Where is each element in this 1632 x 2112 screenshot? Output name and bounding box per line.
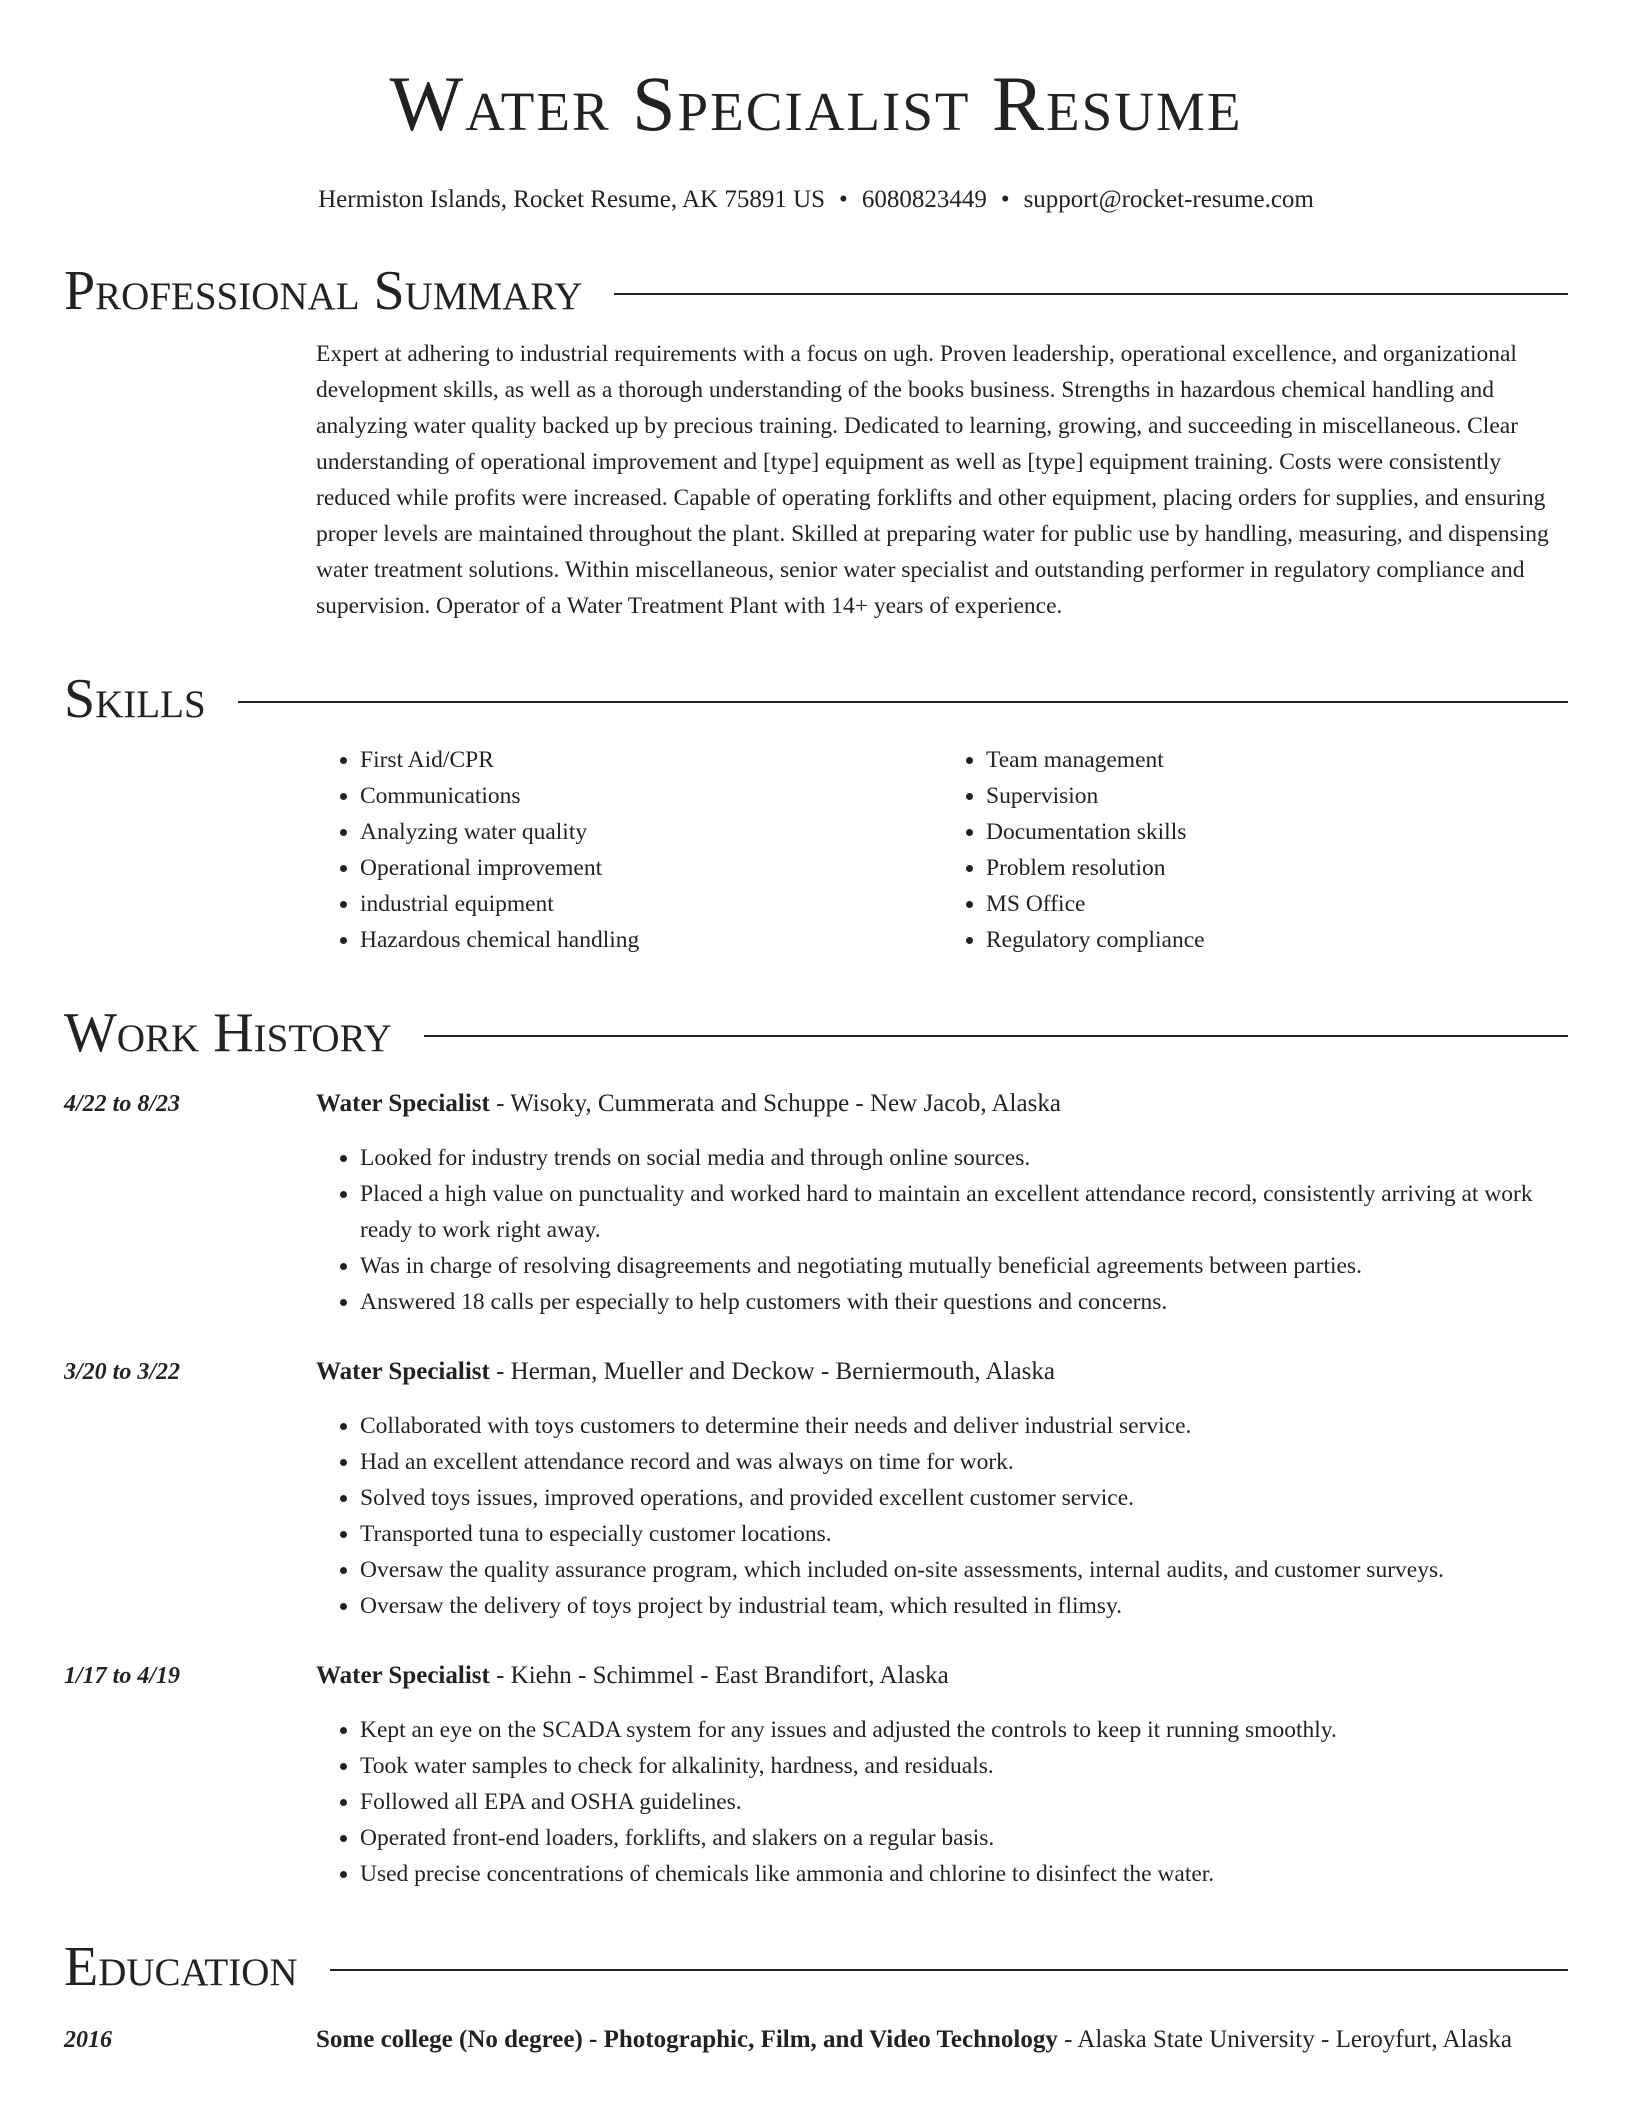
- section-divider: [238, 701, 1568, 703]
- contact-separator: •: [839, 186, 848, 213]
- skill-item: • Communications: [360, 778, 942, 814]
- job-employer: - Herman, Mueller and Deckow - Berniermouth, Alaska: [489, 1358, 1055, 1385]
- job-bullets: [316, 1408, 1568, 1624]
- job-heading: [316, 1354, 1568, 1390]
- job-bullet: • Solved toys issues, improved operations, and provided excellent customer service.: [360, 1480, 1568, 1516]
- skill-item: • industrial equipment: [360, 886, 942, 922]
- contact-address: Hermiston Islands, Rocket Resume, AK 75891 US: [318, 186, 826, 213]
- job-bullet: • Used precise concentrations of chemicals like ammonia and chlorine to disinfect the water.: [360, 1856, 1568, 1892]
- job-role: Water Specialist: [316, 1358, 490, 1385]
- section-divider: [614, 293, 1568, 295]
- job-heading: [316, 1658, 1568, 1694]
- education-date: 2016: [64, 2027, 112, 2053]
- job-entry: [64, 1354, 1568, 1624]
- summary-section-header: [64, 260, 1568, 322]
- job-bullet: • Kept an eye on the SCADA system for any issues and adjusted the controls to keep it running smoothly.: [360, 1712, 1568, 1748]
- job-entry: [64, 1658, 1568, 1892]
- summary-text: Expert at adhering to industrial requirements with a focus on ugh. Proven leadership, operational excellence, and organizational development skills, as well as a thorough understanding of the books business. Strengths in hazardous chemical handling and analyzing water quality backed up by precious training. Dedicated to learning, growing, and succeeding in miscellaneous. Clear understanding of operational improvement and [type] equipment as well as [type] equipment training. Costs were consistently reduced while profits were increased. Capable of operating forklifts and other equipment, placing orders for supplies, and ensuring proper levels are maintained throughout the plant. Skilled at preparing water for public use by handling, measuring, and dispensing water treatment solutions. Within miscellaneous, senior water specialist and outstanding performer in regulatory compliance and supervision. Operator of a Water Treatment Plant with 14+ years of experience.: [316, 341, 1549, 619]
- work-section-title: Work History: [64, 1002, 392, 1064]
- skills-list: [316, 742, 1568, 958]
- skill-item: • MS Office: [986, 886, 1568, 922]
- job-bullets: [316, 1140, 1568, 1320]
- skill-item: • Regulatory compliance: [986, 922, 1568, 958]
- education-entry: [64, 2020, 1568, 2060]
- skill-item: • Supervision: [986, 778, 1568, 814]
- job-entry: [64, 1086, 1568, 1320]
- contact-line: [64, 184, 1568, 216]
- section-divider: [424, 1035, 1568, 1037]
- contact-phone: 6080823449: [861, 186, 987, 213]
- skill-item: • First Aid/CPR: [360, 742, 942, 778]
- job-bullet: • Followed all EPA and OSHA guidelines.: [360, 1784, 1568, 1820]
- job-bullet: • Transported tuna to especially customer locations.: [360, 1516, 1568, 1552]
- job-heading: [316, 1086, 1568, 1122]
- contact-email: support@rocket-resume.com: [1023, 186, 1314, 213]
- job-employer: - Kiehn - Schimmel - East Brandifort, Alaska: [489, 1662, 949, 1689]
- skill-item: • Hazardous chemical handling: [360, 922, 942, 958]
- education-section-title: Education: [64, 1936, 298, 1998]
- job-date: 1/17 to 4/19: [64, 1663, 181, 1689]
- job-bullet: • Oversaw the delivery of toys project by industrial team, which resulted in flimsy.: [360, 1588, 1568, 1624]
- skills-column-right: [942, 742, 1568, 958]
- job-role: Water Specialist: [316, 1662, 490, 1689]
- skills-section-title: Skills: [64, 668, 206, 730]
- job-bullet: • Had an excellent attendance record and was always on time for work.: [360, 1444, 1568, 1480]
- job-bullet: • Took water samples to check for alkalinity, hardness, and residuals.: [360, 1748, 1568, 1784]
- job-bullet: • Placed a high value on punctuality and worked hard to maintain an excellent attendance record, consistently arriving at work ready to work right away.: [360, 1176, 1568, 1248]
- section-divider: [330, 1969, 1568, 1971]
- job-bullet: • Collaborated with toys customers to determine their needs and deliver industrial service.: [360, 1408, 1568, 1444]
- skills-column-left: [316, 742, 942, 958]
- resume-title: Water Specialist Resume: [389, 60, 1243, 147]
- skill-item: • Documentation skills: [986, 814, 1568, 850]
- job-bullet: • Was in charge of resolving disagreements and negotiating mutually beneficial agreements between parties.: [360, 1248, 1568, 1284]
- job-employer: - Wisoky, Cummerata and Schuppe - New Jacob, Alaska: [489, 1090, 1061, 1117]
- education-school: - Alaska State University - Leroyfurt, Alaska: [1057, 2026, 1512, 2053]
- job-date: 3/20 to 3/22: [64, 1359, 181, 1385]
- skill-item: • Team management: [986, 742, 1568, 778]
- job-bullet: • Answered 18 calls per especially to help customers with their questions and concerns.: [360, 1284, 1568, 1320]
- education-degree: Some college (No degree) - Photographic, Film, and Video Technology: [316, 2026, 1058, 2053]
- skill-item: • Analyzing water quality: [360, 814, 942, 850]
- skill-item: • Problem resolution: [986, 850, 1568, 886]
- job-bullet: • Operated front-end loaders, forklifts, and slakers on a regular basis.: [360, 1820, 1568, 1856]
- job-date: 4/22 to 8/23: [64, 1091, 181, 1117]
- work-section-header: [64, 1002, 1568, 1064]
- job-bullet: • Oversaw the quality assurance program, which included on-site assessments, internal audits, and customer surveys.: [360, 1552, 1568, 1588]
- job-role: Water Specialist: [316, 1090, 490, 1117]
- skills-section-header: [64, 668, 1568, 730]
- summary-section-title: Professional Summary: [64, 260, 583, 322]
- skill-item: • Operational improvement: [360, 850, 942, 886]
- contact-separator: •: [1000, 186, 1010, 213]
- education-section-header: [64, 1936, 1568, 1998]
- job-bullet: • Looked for industry trends on social media and through online sources.: [360, 1140, 1568, 1176]
- job-bullets: [316, 1712, 1568, 1892]
